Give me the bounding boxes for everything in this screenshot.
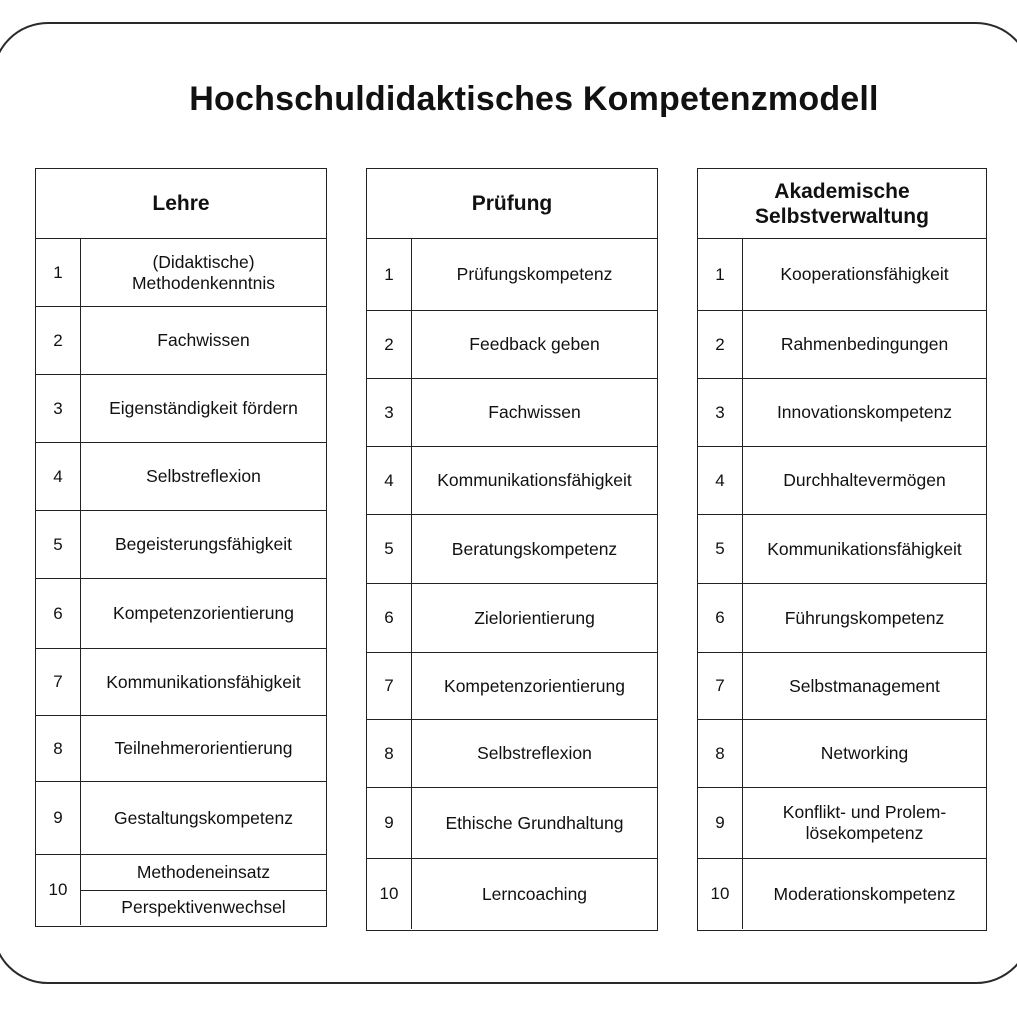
- row-number: 7: [698, 653, 743, 719]
- table-row: [698, 447, 986, 515]
- table-heading: Prüfung: [367, 169, 657, 239]
- table-row: [367, 859, 657, 929]
- row-label: Führungskompetenz: [784, 607, 945, 628]
- row-number: 1: [698, 239, 743, 310]
- row-number: 3: [367, 379, 412, 446]
- row-label: Teilnehmerorientierung: [114, 738, 293, 758]
- row-label: Kommunikationsfähigkeit: [767, 538, 962, 559]
- row-label: Feedback geben: [469, 334, 600, 354]
- row-number: 6: [698, 584, 743, 652]
- row-number: 6: [36, 579, 81, 648]
- table-row: [36, 239, 326, 307]
- row-number: 9: [367, 788, 412, 858]
- row-label: Kooperationsfähigkeit: [780, 264, 949, 284]
- row-label: Fachwissen: [488, 402, 581, 422]
- row-label: Innovationskompetenz: [776, 402, 953, 422]
- row-label: Kommunikationsfähigkeit: [437, 470, 632, 490]
- row-number: 8: [367, 720, 412, 787]
- table-row: [36, 716, 326, 782]
- row-number: 9: [698, 788, 743, 858]
- table-heading: Lehre: [36, 169, 326, 239]
- table-row: [698, 720, 986, 788]
- row-number: 1: [367, 239, 412, 310]
- row-label: Beratungskompetenz: [451, 538, 618, 559]
- row-label: Moderationskompetenz: [773, 883, 956, 904]
- row-label: Begeisterungsfähigkeit: [114, 534, 293, 554]
- row-label: Ethische Grundhaltung: [445, 812, 624, 833]
- table-row: [367, 584, 657, 653]
- table-lehre: [35, 168, 327, 927]
- row-label: Eigenständigkeit fördern: [109, 398, 298, 418]
- row-label: Konflikt- und Prolem- lösekompetenz: [782, 802, 947, 843]
- table-row: [698, 859, 986, 929]
- row-label: Selbstreflexion: [477, 743, 592, 763]
- table-row: [698, 788, 986, 859]
- row-number: 5: [698, 515, 743, 583]
- table-row: [367, 515, 657, 584]
- table-row: [36, 855, 326, 925]
- row-label: Selbstreflexion: [146, 466, 261, 486]
- row-number: 6: [367, 584, 412, 652]
- table-row: [367, 788, 657, 859]
- row-number: 5: [36, 511, 81, 578]
- row-number: 10: [36, 855, 81, 925]
- row-label: Zielorientierung: [474, 607, 595, 628]
- row-number: 10: [367, 859, 412, 929]
- row-number: 7: [36, 649, 81, 715]
- row-label: Durchhaltevermögen: [783, 470, 946, 490]
- row-label: Kompetenzorientierung: [113, 603, 294, 623]
- table-row: [367, 379, 657, 447]
- row-label: Kompetenzorientierung: [444, 675, 625, 696]
- table-row: [698, 653, 986, 720]
- row-number: 4: [698, 447, 743, 514]
- row-label-bottom: Perspektivenwechsel: [121, 897, 286, 918]
- row-number: 8: [698, 720, 743, 787]
- table-row: [698, 239, 986, 311]
- row-number: 8: [36, 716, 81, 781]
- table-row: [36, 782, 326, 855]
- row-label: Gestaltungskompetenz: [114, 807, 293, 828]
- table-row: [698, 311, 986, 379]
- row-label: Lerncoaching: [481, 883, 588, 904]
- row-label: (Didaktische) Methodenkenntnis: [131, 251, 276, 293]
- row-label: Prüfungskompetenz: [456, 264, 613, 284]
- table-row: [36, 443, 326, 511]
- table-row: [367, 311, 657, 379]
- row-number: 10: [698, 859, 743, 929]
- split-cell: [81, 855, 326, 925]
- table-row: [698, 379, 986, 447]
- table-row: [367, 653, 657, 720]
- row-number: 4: [367, 447, 412, 514]
- row-label-top: Methodeneinsatz: [81, 855, 326, 891]
- row-number: 3: [698, 379, 743, 446]
- table-row: [36, 649, 326, 716]
- row-number: 2: [367, 311, 412, 378]
- row-label: Networking: [820, 743, 909, 763]
- table-row: [367, 239, 657, 311]
- table-row: [36, 375, 326, 443]
- table-row: [367, 447, 657, 515]
- row-number: 9: [36, 782, 81, 854]
- row-number: 1: [36, 239, 81, 306]
- row-label: Fachwissen: [157, 330, 250, 350]
- table-row: [698, 584, 986, 653]
- table-row: [36, 307, 326, 375]
- row-label: Rahmenbedingungen: [780, 334, 949, 354]
- row-number: 7: [367, 653, 412, 719]
- table-pruefung: [366, 168, 658, 931]
- table-row: [36, 579, 326, 649]
- table-heading: Akademische Selbstverwaltung: [698, 169, 986, 239]
- row-number: 2: [36, 307, 81, 374]
- row-number: 2: [698, 311, 743, 378]
- table-row: [698, 515, 986, 584]
- table-row: [36, 511, 326, 579]
- row-label: Selbstmanagement: [789, 675, 940, 696]
- row-number: 4: [36, 443, 81, 510]
- row-number: 5: [367, 515, 412, 583]
- diagram-title: Hochschuldidaktisches Kompetenzmodell: [189, 80, 879, 118]
- table-selbstverwaltung: [697, 168, 987, 931]
- row-number: 3: [36, 375, 81, 442]
- row-label: Kommunikationsfähigkeit: [106, 671, 301, 692]
- table-row: [367, 720, 657, 788]
